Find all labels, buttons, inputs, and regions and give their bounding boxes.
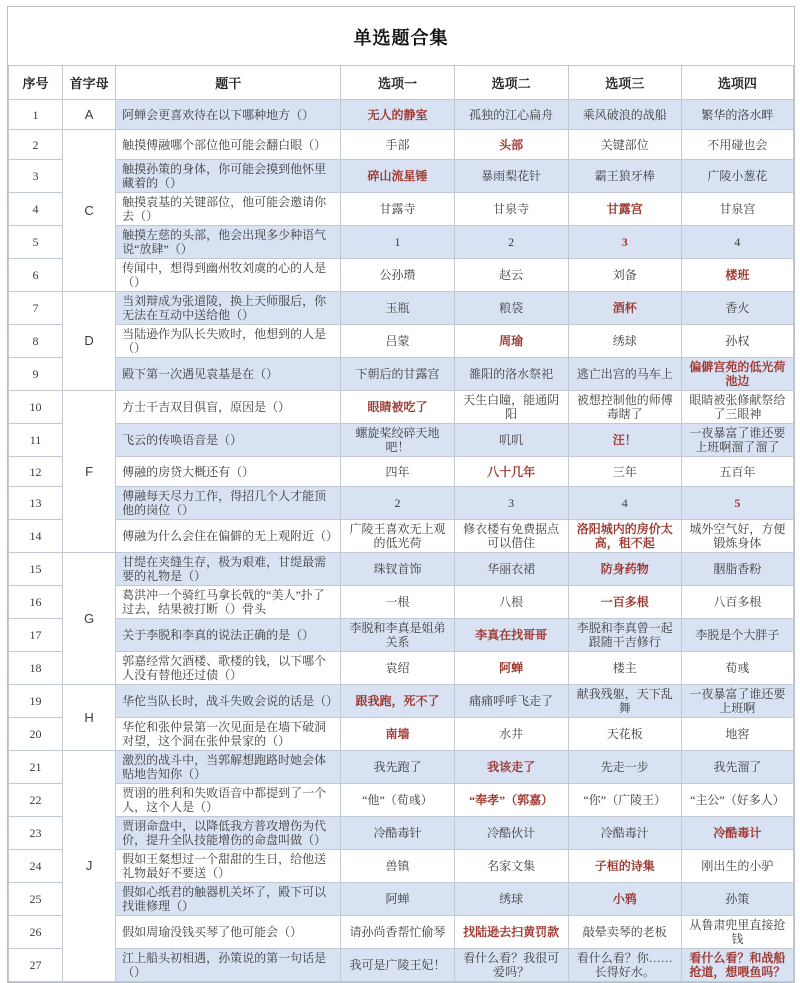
- letter-cell: F: [63, 391, 116, 553]
- letter-cell: H: [63, 685, 116, 751]
- row-number-cell: 18: [9, 652, 63, 685]
- option-cell: 天生白瞳，能通阴阳: [454, 391, 568, 424]
- option-cell: 子桓的诗集: [568, 850, 681, 883]
- option-cell: 我先跑了: [341, 751, 454, 784]
- row-number-cell: 3: [9, 160, 63, 193]
- question-cell: 贾诩的胜利和失败语音中都提到了一个人，这个人是（）: [116, 784, 341, 817]
- row-number-cell: 25: [9, 883, 63, 916]
- option-cell: 防身药物: [568, 553, 681, 586]
- option-cell: “奉孝”（郭嘉）: [454, 784, 568, 817]
- question-cell: 传闻中，想得到幽州牧刘虞的心的人是（）: [116, 259, 341, 292]
- row-number-cell: 26: [9, 916, 63, 949]
- question-cell: 华佗当队长时，战斗失败会说的话是（）: [116, 685, 341, 718]
- row-number-cell: 4: [9, 193, 63, 226]
- column-header: 题干: [116, 66, 341, 100]
- option-cell: 关键部位: [568, 130, 681, 160]
- option-cell: 3: [568, 226, 681, 259]
- table-row: [9, 130, 794, 160]
- option-cell: 敲晕卖琴的老板: [568, 916, 681, 949]
- row-number-cell: 11: [9, 424, 63, 457]
- table-row: [9, 883, 794, 916]
- option-cell: 广陵小葱花: [681, 160, 793, 193]
- option-cell: 从鲁肃兜里直接抢钱: [681, 916, 793, 949]
- option-cell: 名家文集: [454, 850, 568, 883]
- option-cell: 冷酷毒计: [681, 817, 793, 850]
- option-cell: 小鸦: [568, 883, 681, 916]
- option-cell: 珠钗首饰: [341, 553, 454, 586]
- option-cell: 兽镇: [341, 850, 454, 883]
- option-cell: 水井: [454, 718, 568, 751]
- option-cell: 2: [341, 487, 454, 520]
- question-cell: 殿下第一次遇见袁基是在（）: [116, 358, 341, 391]
- table-row: [9, 424, 794, 457]
- table-body: [9, 100, 794, 982]
- option-cell: 袁绍: [341, 652, 454, 685]
- option-cell: 周瑜: [454, 325, 568, 358]
- row-number-cell: 10: [9, 391, 63, 424]
- table-row: [9, 520, 794, 553]
- option-cell: 阿蝉: [341, 883, 454, 916]
- option-cell: 眼睛被吃了: [341, 391, 454, 424]
- letter-cell: D: [63, 292, 116, 391]
- option-cell: 甘泉寺: [454, 193, 568, 226]
- option-cell: 四年: [341, 457, 454, 487]
- option-cell: 华丽衣裙: [454, 553, 568, 586]
- option-cell: 下朝后的甘露宫: [341, 358, 454, 391]
- option-cell: 阿蝉: [454, 652, 568, 685]
- option-cell: 楼主: [568, 652, 681, 685]
- option-cell: 李真在找哥哥: [454, 619, 568, 652]
- question-cell: 傅融的房贷大概还有（）: [116, 457, 341, 487]
- table-row: [9, 553, 794, 586]
- row-number-cell: 22: [9, 784, 63, 817]
- question-cell: 方士干吉双目俱盲，原因是（）: [116, 391, 341, 424]
- table-row: [9, 226, 794, 259]
- option-cell: 暴雨梨花针: [454, 160, 568, 193]
- table-row: [9, 325, 794, 358]
- option-cell: 1: [341, 226, 454, 259]
- row-number-cell: 15: [9, 553, 63, 586]
- option-cell: “你”（广陵王）: [568, 784, 681, 817]
- option-cell: 甘露宫: [568, 193, 681, 226]
- row-number-cell: 12: [9, 457, 63, 487]
- table-row: [9, 457, 794, 487]
- row-number-cell: 17: [9, 619, 63, 652]
- question-cell: 触摸左慈的头部，他会出现多少种语气说“放肆”（）: [116, 226, 341, 259]
- question-cell: 江上船头初相遇，孙策说的第一句话是（）: [116, 949, 341, 982]
- letter-cell: G: [63, 553, 116, 685]
- quiz-sheet: [7, 6, 795, 983]
- option-cell: 广陵王喜欢无上观的低光荷: [341, 520, 454, 553]
- row-number-cell: 6: [9, 259, 63, 292]
- option-cell: 绣球: [454, 883, 568, 916]
- table-row: [9, 358, 794, 391]
- option-cell: 冷酷伙计: [454, 817, 568, 850]
- option-cell: 八根: [454, 586, 568, 619]
- option-cell: 繁华的洛水畔: [681, 100, 793, 130]
- table-row: [9, 850, 794, 883]
- option-cell: 一根: [341, 586, 454, 619]
- row-number-cell: 24: [9, 850, 63, 883]
- option-cell: 一夜暴富了谁还要上班啊: [681, 685, 793, 718]
- question-cell: 关于李脱和李真的说法正确的是（）: [116, 619, 341, 652]
- row-number-cell: 23: [9, 817, 63, 850]
- table-row: [9, 718, 794, 751]
- question-cell: 触摸袁基的关键部位，他可能会邀请你去（）: [116, 193, 341, 226]
- option-cell: 香火: [681, 292, 793, 325]
- table-row: [9, 949, 794, 982]
- question-cell: 华佗和张仲景第一次见面是在墙下破洞对望，这个洞在张仲景家的（）: [116, 718, 341, 751]
- option-cell: 看什么看？和战船抢道，想喂鱼吗？: [681, 949, 793, 982]
- option-cell: 被想控制他的师傅毒瞎了: [568, 391, 681, 424]
- question-cell: 阿蝉会更喜欢待在以下哪种地方（）: [116, 100, 341, 130]
- question-cell: 傅融每天尽力工作，得招几个人才能顶他的岗位（）: [116, 487, 341, 520]
- option-cell: 痛痛呼呼飞走了: [454, 685, 568, 718]
- column-header: 首字母: [63, 66, 116, 100]
- option-cell: 找陆逊去扫黄罚款: [454, 916, 568, 949]
- option-cell: 城外空气好，方便锻炼身体: [681, 520, 793, 553]
- question-cell: 触摸孙策的身体，你可能会摸到他怀里藏着的（）: [116, 160, 341, 193]
- column-header: 序号: [9, 66, 63, 100]
- option-cell: 赵云: [454, 259, 568, 292]
- option-cell: 冷酷毒汁: [568, 817, 681, 850]
- table-row: [9, 586, 794, 619]
- option-cell: 4: [568, 487, 681, 520]
- row-number-cell: 7: [9, 292, 63, 325]
- option-cell: 孤独的江心扁舟: [454, 100, 568, 130]
- table-row: [9, 100, 794, 130]
- option-cell: “主公”（好多人）: [681, 784, 793, 817]
- table-row: [9, 652, 794, 685]
- option-cell: 刚出生的小驴: [681, 850, 793, 883]
- row-number-cell: 2: [9, 130, 63, 160]
- option-cell: 4: [681, 226, 793, 259]
- option-cell: 看什么看？你……长得好水。: [568, 949, 681, 982]
- option-cell: 李脱是个大胖子: [681, 619, 793, 652]
- table-row: [9, 391, 794, 424]
- letter-cell: A: [63, 100, 116, 130]
- option-cell: 先走一步: [568, 751, 681, 784]
- column-header: 选项一: [341, 66, 454, 100]
- row-number-cell: 5: [9, 226, 63, 259]
- option-cell: 无人的静室: [341, 100, 454, 130]
- quiz-table: [8, 65, 794, 982]
- table-row: [9, 619, 794, 652]
- question-cell: 假如王粲想过一个甜甜的生日，给他送礼物最好不要送（）: [116, 850, 341, 883]
- option-cell: 洛阳城内的房价太高，租不起: [568, 520, 681, 553]
- row-number-cell: 14: [9, 520, 63, 553]
- option-cell: 请孙尚香帮忙偷琴: [341, 916, 454, 949]
- option-cell: 八百多根: [681, 586, 793, 619]
- row-number-cell: 19: [9, 685, 63, 718]
- option-cell: 三年: [568, 457, 681, 487]
- option-cell: 楼班: [681, 259, 793, 292]
- option-cell: 李脱和李真曾一起跟随干吉修行: [568, 619, 681, 652]
- option-cell: 修衣楼有免费据点可以借住: [454, 520, 568, 553]
- row-number-cell: 1: [9, 100, 63, 130]
- question-cell: 当陆逊作为队长失败时，他想到的人是（）: [116, 325, 341, 358]
- question-cell: 假如周瑜没钱买琴了他可能会（）: [116, 916, 341, 949]
- option-cell: 南墙: [341, 718, 454, 751]
- row-number-cell: 8: [9, 325, 63, 358]
- question-cell: 贾诩命盘中，以降低我方普攻增伤为代价，提升全队技能增伤的命盘叫做（）: [116, 817, 341, 850]
- option-cell: 一百多根: [568, 586, 681, 619]
- question-cell: 激烈的战斗中，当郭解想跑路时她会体贴地告知你（）: [116, 751, 341, 784]
- column-header: 选项二: [454, 66, 568, 100]
- row-number-cell: 27: [9, 949, 63, 982]
- option-cell: 绣球: [568, 325, 681, 358]
- table-row: [9, 487, 794, 520]
- option-cell: 五百年: [681, 457, 793, 487]
- table-row: [9, 784, 794, 817]
- option-cell: 李脱和李真是姐弟关系: [341, 619, 454, 652]
- table-row: [9, 685, 794, 718]
- option-cell: 跟我跑，死不了: [341, 685, 454, 718]
- table-row: [9, 916, 794, 949]
- option-cell: 冷酷毒针: [341, 817, 454, 850]
- option-cell: 霸王狼牙棒: [568, 160, 681, 193]
- column-header: 选项三: [568, 66, 681, 100]
- table-row: [9, 292, 794, 325]
- option-cell: 看什么看？我很可爱吗？: [454, 949, 568, 982]
- option-cell: 碎山流星锤: [341, 160, 454, 193]
- option-cell: 手部: [341, 130, 454, 160]
- row-number-cell: 9: [9, 358, 63, 391]
- option-cell: 天花板: [568, 718, 681, 751]
- option-cell: 雒阳的洛水祭祀: [454, 358, 568, 391]
- option-cell: 眼睛被张修献祭给了三眼神: [681, 391, 793, 424]
- table-row: [9, 259, 794, 292]
- question-cell: 假如心纸君的触器机关坏了，殿下可以找谁修理（）: [116, 883, 341, 916]
- option-cell: 乘风破浪的战船: [568, 100, 681, 130]
- option-cell: 刘备: [568, 259, 681, 292]
- table-row: [9, 160, 794, 193]
- option-cell: 酒杯: [568, 292, 681, 325]
- option-cell: 5: [681, 487, 793, 520]
- option-cell: 汪！: [568, 424, 681, 457]
- option-cell: 我可是广陵王妃！: [341, 949, 454, 982]
- option-cell: 不用碰也会: [681, 130, 793, 160]
- option-cell: 地窖: [681, 718, 793, 751]
- question-cell: 傅融为什么会住在偏僻的无上观附近（）: [116, 520, 341, 553]
- option-cell: 头部: [454, 130, 568, 160]
- option-cell: 甘泉宫: [681, 193, 793, 226]
- option-cell: 孙策: [681, 883, 793, 916]
- letter-cell: J: [63, 751, 116, 982]
- option-cell: 3: [454, 487, 568, 520]
- option-cell: 荀彧: [681, 652, 793, 685]
- option-cell: 公孙瓒: [341, 259, 454, 292]
- option-cell: 甘露寺: [341, 193, 454, 226]
- row-number-cell: 21: [9, 751, 63, 784]
- option-cell: 逃亡出宫的马车上: [568, 358, 681, 391]
- option-cell: 我先溜了: [681, 751, 793, 784]
- option-cell: 献我残躯，天下乱舞: [568, 685, 681, 718]
- table-row: [9, 817, 794, 850]
- question-cell: 当刘辩成为张道陵，换上天师服后，你无法在互动中送给他（）: [116, 292, 341, 325]
- row-number-cell: 13: [9, 487, 63, 520]
- option-cell: 玉瓶: [341, 292, 454, 325]
- option-cell: 八十几年: [454, 457, 568, 487]
- question-cell: 郭嘉经常欠酒楼、歌楼的钱，以下哪个人没有替他还过债（）: [116, 652, 341, 685]
- question-cell: 飞云的传唤语音是（）: [116, 424, 341, 457]
- question-cell: 葛洪冲一个骑红马拿长戟的“美人”扑了过去，结果被打断（）骨头: [116, 586, 341, 619]
- option-cell: 偏僻宫苑的低光荷池边: [681, 358, 793, 391]
- option-cell: 螺旋桨绞碎天地吧！: [341, 424, 454, 457]
- option-cell: “他”（荀彧）: [341, 784, 454, 817]
- question-cell: 甘缇在夹缝生存，极为艰难，甘缇最需要的礼物是（）: [116, 553, 341, 586]
- option-cell: 孙权: [681, 325, 793, 358]
- table-row: [9, 193, 794, 226]
- row-number-cell: 16: [9, 586, 63, 619]
- column-header: 选项四: [681, 66, 793, 100]
- option-cell: 2: [454, 226, 568, 259]
- question-cell: 触摸傅融哪个部位他可能会翻白眼（）: [116, 130, 341, 160]
- option-cell: 粮袋: [454, 292, 568, 325]
- table-row: [9, 751, 794, 784]
- header-row: [9, 66, 794, 100]
- option-cell: 吕蒙: [341, 325, 454, 358]
- option-cell: 一夜暴富了谁还要上班啊溜了溜了: [681, 424, 793, 457]
- option-cell: 我该走了: [454, 751, 568, 784]
- option-cell: 胭脂香粉: [681, 553, 793, 586]
- row-number-cell: 20: [9, 718, 63, 751]
- option-cell: 叽叽: [454, 424, 568, 457]
- letter-cell: C: [63, 130, 116, 292]
- page-title: 单选题合集: [353, 28, 449, 48]
